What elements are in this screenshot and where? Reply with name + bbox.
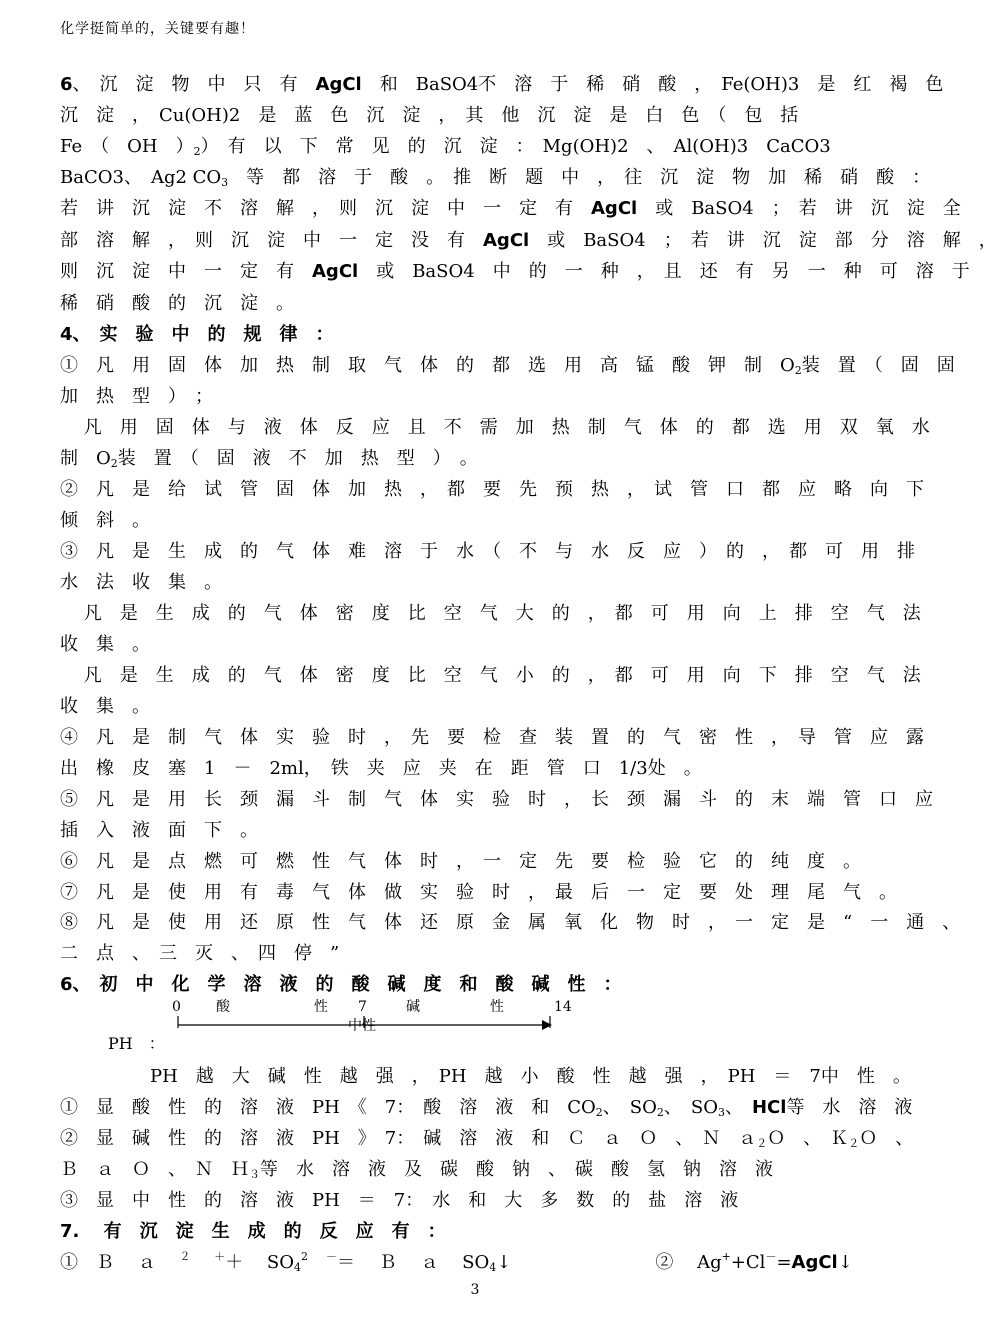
text-line: 水 法 收 集 。 — [60, 572, 222, 593]
text-line: ② 显 碱 性 的 溶 液 PH 》 7： 碱 溶 液 和 Ｃ ａ Ｏ 、 Ｎ ａ$_2$Ｏ 、 Ｋ$_2$Ｏ 、 — [60, 1128, 914, 1150]
text-line: 倾 斜 。 — [60, 510, 150, 531]
text-line: 4、 实 验 中 的 规 律 ： — [60, 324, 334, 345]
page-header: 化学挺简单的，关键要有趣！ — [60, 21, 255, 37]
text-line: 沉 淀 ， Cu(OH)2 是 蓝 色 沉 淀 ， 其 他 沉 淀 是 白 色 （ 包 括 — [60, 105, 799, 126]
text-line: 二 点 、 三 灭 、 四 停 ” — [60, 943, 340, 964]
text-line: 插 入 液 面 下 。 — [60, 820, 258, 841]
text-line: ⑧ 凡 是 使 用 还 原 性 气 体 还 原 金 属 氧 化 物 时 ， 一 定 是 “ 一 通 、 — [60, 912, 961, 933]
text-line: 制 $O_2$装 置 （ 固 液 不 加 热 型 ） 。 — [60, 448, 478, 470]
text-line: ③ 显 中 性 的 溶 液 PH ＝ 7： 水 和 大 多 数 的 盐 溶 液 — [60, 1190, 739, 1211]
text-line: ① Ｂ ａ $^2$ ＋＋ $SO_4^2$ －＝ Ｂ ａ $SO_4↓$ ② Ag++Cl－=AgCl↓ — [60, 1250, 853, 1274]
text-line: 若 讲 沉 淀 不 溶 解 ， 则 沉 淀 中 一 定 有 AgCl 或 BaSO4 ； 若 讲 沉 淀 全 — [60, 198, 961, 219]
ph-neutral-label: 中性 — [348, 1018, 376, 1034]
text-line: Ｂ ａ Ｏ 、 Ｎ Ｈ$_3$等 水 溶 液 及 碳 酸 钠 、 碳 酸 氢 钠 溶 液 — [60, 1159, 773, 1181]
text-line: 稀 硝 酸 的 沉 淀 。 — [60, 293, 294, 314]
ph-tick-0-label: 0 — [172, 999, 181, 1015]
ph-tick-14-label: 14 — [554, 999, 572, 1015]
text-line: ⑥ 凡 是 点 燃 可 燃 性 气 体 时 ， 一 定 先 要 检 验 它 的 纯 度 。 — [60, 851, 861, 872]
text-line: 出 橡 皮 塞 1 － 2ml， 铁 夹 应 夹 在 距 管 口 1/3处 。 — [60, 758, 702, 779]
text-line: ⑤ 凡 是 用 长 颈 漏 斗 制 气 体 实 验 时 ， 长 颈 漏 斗 的 末 端 管 口 应 — [60, 789, 933, 810]
page-number: 3 — [470, 1282, 480, 1298]
ph-tick-7-label: 7 — [358, 999, 367, 1015]
text-line: 收 集 。 — [60, 696, 150, 717]
text-line: ④ 凡 是 制 气 体 实 验 时 ， 先 要 检 查 装 置 的 气 密 性 ， 导 管 应 露 — [60, 727, 924, 748]
text-line: ① 显 酸 性 的 溶 液 PH 《 7： 酸 溶 液 和 $CO_2$、 $SO_2$、 $SO_3$、 HCl等 水 溶 液 — [60, 1097, 913, 1119]
text-line: 凡 是 生 成 的 气 体 密 度 比 空 气 大 的 ， 都 可 用 向 上 排 空 气 法 — [60, 603, 921, 624]
text-line: BaCO3、 Ag2 $CO_3$ 等 都 溶 于 酸 。 推 断 题 中 ， 往 沉 淀 物 加 稀 硝 酸 ： — [60, 167, 931, 189]
ph-label: PH ： — [108, 1034, 165, 1053]
text-line: 收 集 。 — [60, 634, 150, 655]
text-line: 加 热 型 ） ； — [60, 386, 213, 407]
text-line: 凡 是 生 成 的 气 体 密 度 比 空 气 小 的 ， 都 可 用 向 下 排 空 气 法 — [60, 665, 921, 686]
text-line: ② 凡 是 给 试 管 固 体 加 热 ， 都 要 先 预 热 ， 试 管 口 都 应 略 向 下 — [60, 479, 924, 500]
text-line: 则 沉 淀 中 一 定 有 AgCl 或 BaSO4 中 的 一 种 ， 且 还 有 另 一 种 可 溶 于 — [60, 261, 970, 282]
text-line: Fe （ OH ）$_2$） 有 以 下 常 见 的 沉 淀 ： Mg(OH)2 、 Al(OH)3 CaCO3 — [60, 136, 831, 158]
text-line: 7. 有 沉 淀 生 成 的 反 应 有 ： — [60, 1221, 446, 1242]
text-line: ⑦ 凡 是 使 用 有 毒 气 体 做 实 验 时 ， 最 后 一 定 要 处 理 尾 气 。 — [60, 882, 897, 903]
ph-base-label: 碱 性 — [406, 999, 504, 1015]
text-line: 6、 初 中 化 学 溶 液 的 酸 碱 度 和 酸 碱 性 ： — [60, 974, 622, 995]
ph-acid-label: 酸 性 — [216, 999, 328, 1015]
text-line: PH 越 大 碱 性 越 强 ， PH 越 小 酸 性 越 强 ， PH ＝ 7中 性 。 — [60, 1066, 911, 1087]
text-line: 部 溶 解 ， 则 沉 淀 中 一 定 没 有 AgCl 或 BaSO4 ； 若 讲 沉 淀 部 分 溶 解 ， — [60, 230, 997, 251]
ph-scale — [170, 994, 570, 1044]
text-line: 6、 沉 淀 物 中 只 有 AgCl 和 BaSO4不 溶 于 稀 硝 酸 ， Fe(OH)3 是 红 褐 色 — [60, 74, 944, 95]
text-line: ① 凡 用 固 体 加 热 制 取 气 体 的 都 选 用 高 锰 酸 钾 制 $O_2$装 置 （ 固 固 — [60, 355, 955, 377]
text-line: ③ 凡 是 生 成 的 气 体 难 溶 于 水 （ 不 与 水 反 应 ） 的 ， 都 可 用 排 — [60, 541, 915, 562]
text-line: 凡 用 固 体 与 液 体 反 应 且 不 需 加 热 制 气 体 的 都 选 用 双 氧 水 — [60, 417, 930, 438]
